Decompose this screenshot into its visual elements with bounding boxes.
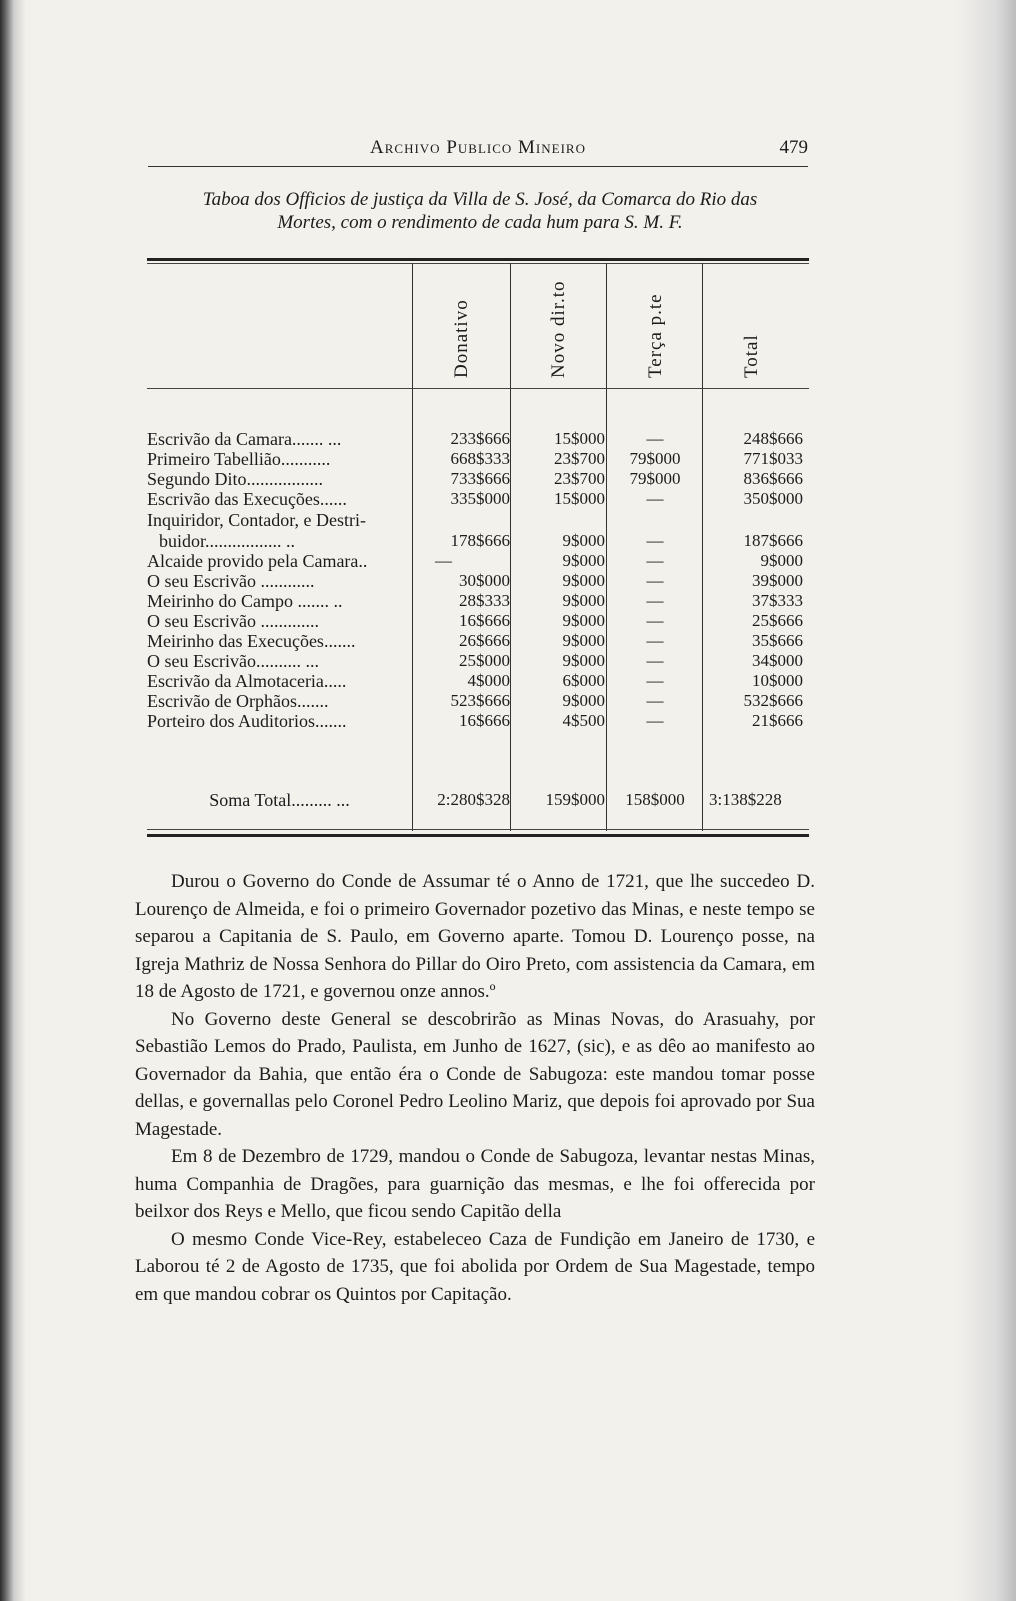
table-row	[147, 510, 809, 530]
terca-total: 158$000	[625, 790, 685, 809]
table-row	[147, 571, 809, 591]
novo-cell: 9$000	[562, 531, 605, 550]
paragraph: No Governo deste General se descobrirão as Minas Novas, do Arasuahy, por Sebastião Lemos do Prado, Paulista, em Junho de 1627, (sic), e as dêo ao manifesto ao Governador da Bahia, que então éra o Conde de Sabugoza: este mandou tomar posse dellas, e governallas pelo Coronel Pedro Leolino Mariz, que depois foi aprovado por Sua Magestade.	[135, 1008, 815, 1140]
terca-cell: —	[646, 631, 664, 650]
total-cell: 35$666	[752, 631, 803, 650]
body-text	[135, 868, 815, 1308]
office-label: Inquiridor, Contador, e Destri-	[147, 510, 367, 530]
paragraph: O mesmo Conde Vice-Rey, estabeleceo Caza de Fundição em Janeiro de 1730, e Laborou té 2 de Agosto de 1735, que foi abolida por Ordem de Sua Magestade, tempo em que mandou cobrar os Quintos por Capitação.	[135, 1228, 815, 1305]
donativo-cell: 733$666	[450, 469, 510, 488]
novo-cell: 4$500	[562, 711, 605, 730]
donativo-cell: 16$666	[459, 611, 510, 630]
caption-line-1: Taboa dos Officios de justiça da Villa de S. José, da Comarca do Rio das	[202, 189, 758, 210]
novo-cell: 9$000	[562, 611, 605, 630]
terca-cell: —	[646, 489, 664, 508]
novo-cell: 9$000	[562, 691, 605, 710]
office-label: O seu Escrivão .............	[147, 611, 319, 631]
novo-cell: 9$000	[562, 551, 605, 570]
novo-cell: 23$700	[554, 469, 605, 488]
total-cell: 836$666	[743, 469, 803, 488]
donativo-cell: 233$666	[450, 429, 510, 448]
terca-cell: —	[646, 531, 664, 550]
terca-cell: —	[646, 651, 664, 670]
table-row	[147, 449, 809, 469]
novo-cell: 6$000	[562, 671, 605, 690]
donativo-cell: 523$666	[450, 691, 510, 710]
total-label: Soma Total......... ...	[209, 790, 350, 810]
donativo-cell: 668$333	[450, 449, 510, 468]
donativo-cell: 178$666	[450, 531, 510, 550]
novo-cell: 9$000	[562, 571, 605, 590]
table-row	[147, 691, 809, 711]
table-row	[147, 671, 809, 691]
caption-line-2: Mortes, com o rendimento de cada hum para S. M. F.	[277, 212, 683, 233]
page-header	[148, 133, 808, 167]
novo-cell: 9$000	[562, 591, 605, 610]
grand-total: 3:138$228	[709, 790, 782, 809]
total-cell: 21$666	[752, 711, 803, 730]
terca-cell: —	[646, 591, 664, 610]
office-label: Escrivão de Orphãos.......	[147, 691, 329, 711]
table-row	[147, 611, 809, 631]
table-row	[147, 429, 809, 449]
donativo-cell: 25$000	[459, 651, 510, 670]
table-row	[147, 631, 809, 651]
office-label: Alcaide provido pela Camara..	[147, 551, 368, 571]
table-top-rule	[147, 258, 809, 261]
table-row	[147, 469, 809, 489]
terca-cell: 79$000	[629, 469, 681, 488]
novo-cell: 15$000	[554, 429, 605, 448]
office-label: Escrivão da Camara....... ...	[147, 429, 342, 449]
office-label: buidor................. ..	[159, 531, 296, 551]
scan-right-edge	[956, 0, 1016, 1601]
total-cell: 10$000	[752, 671, 803, 690]
table-row	[147, 711, 809, 731]
novo-cell: 15$000	[554, 489, 605, 508]
total-cell: 248$666	[743, 429, 803, 448]
table-bottom-rule	[147, 834, 809, 837]
total-cell: 9$000	[760, 551, 803, 570]
total-cell: 187$666	[743, 531, 803, 550]
donativo-cell: 16$666	[459, 711, 510, 730]
terca-cell: —	[646, 691, 664, 710]
paragraph: Em 8 de Dezembro de 1729, mandou o Conde de Sabugoza, levantar nestas Minas, huma Companhia de Dragões, para guarnição das mesmas, e lhe foi offerecida por beilxor dos Reys e Mello, que ficou sendo Capitão della	[135, 1146, 815, 1222]
office-label: Meirinho do Campo ....... ..	[147, 591, 343, 611]
terca-cell: —	[646, 671, 664, 690]
total-cell: 37$333	[752, 591, 803, 610]
donativo-cell: 4$000	[467, 671, 510, 690]
total-cell: 39$000	[752, 571, 803, 590]
donativo-cell: 28$333	[459, 591, 510, 610]
terca-cell: 79$000	[629, 449, 681, 468]
table-caption	[140, 188, 820, 234]
office-label: Escrivão das Execuções......	[147, 489, 347, 509]
table-row	[147, 489, 809, 509]
donativo-cell: 335$000	[450, 489, 510, 508]
total-cell: 34$000	[752, 651, 803, 670]
terca-cell: —	[646, 429, 664, 448]
column-header-novo-dir: Novo dir.to	[548, 280, 569, 378]
offices-table	[147, 258, 809, 858]
total-cell: 532$666	[743, 691, 803, 710]
office-label: Primeiro Tabellião...........	[147, 449, 331, 469]
donativo-cell: —	[435, 551, 452, 570]
table-row	[147, 651, 809, 671]
table-top-rule-thin	[147, 263, 809, 264]
novo-cell: 9$000	[562, 631, 605, 650]
novo-cell: 9$000	[562, 651, 605, 670]
terca-cell: —	[646, 611, 664, 630]
column-header-total: Total	[741, 334, 762, 378]
donativo-cell: 26$666	[459, 631, 510, 650]
office-label: O seu Escrivão ............	[147, 571, 315, 591]
total-cell: 771$033	[743, 449, 803, 468]
office-label: Meirinho das Execuções.......	[147, 631, 356, 651]
column-header-donativo: Donativo	[451, 299, 472, 378]
table-row	[147, 551, 809, 571]
page-number: 479	[779, 137, 808, 158]
novo-cell: 23$700	[554, 449, 605, 468]
office-label: Segundo Dito.................	[147, 469, 324, 489]
table-row	[147, 531, 809, 551]
donativo-total: 2:280$328	[437, 790, 510, 809]
table-row	[147, 591, 809, 611]
terca-cell: —	[646, 711, 664, 730]
header-rule	[148, 166, 808, 167]
header-bottom-rule	[147, 388, 809, 389]
running-title: Archivo Publico Mineiro	[370, 137, 586, 158]
office-label: O seu Escrivão.......... ...	[147, 651, 319, 671]
office-label: Porteiro dos Auditorios.......	[147, 711, 347, 731]
office-label: Escrivão da Almotaceria.....	[147, 671, 347, 691]
paragraph: Durou o Governo do Conde de Assumar té o Anno de 1721, que lhe succedeo D. Lourenço de Almeida, e foi o primeiro Governador pozetivo das Minas, e neste tempo se separou a Capitania de S. Paulo, em Governo aparte. Tomou D. Lourenço posse, na Igreja Mathriz de Nossa Senhora do Pillar do Oiro Preto, com assistencia da Camara, em 18 de Agosto de 1721, e governou onze annos.º	[135, 871, 815, 1002]
scan-left-edge	[0, 0, 26, 1601]
table-bottom-rule-thin	[147, 829, 809, 830]
column-header-terca: Terça p.te	[645, 293, 666, 378]
table-total-row	[147, 790, 809, 810]
terca-cell: —	[646, 551, 664, 570]
novo-total: 159$000	[545, 790, 605, 809]
total-cell: 350$000	[743, 489, 803, 508]
terca-cell: —	[646, 571, 664, 590]
total-cell: 25$666	[752, 611, 803, 630]
donativo-cell: 30$000	[459, 571, 510, 590]
